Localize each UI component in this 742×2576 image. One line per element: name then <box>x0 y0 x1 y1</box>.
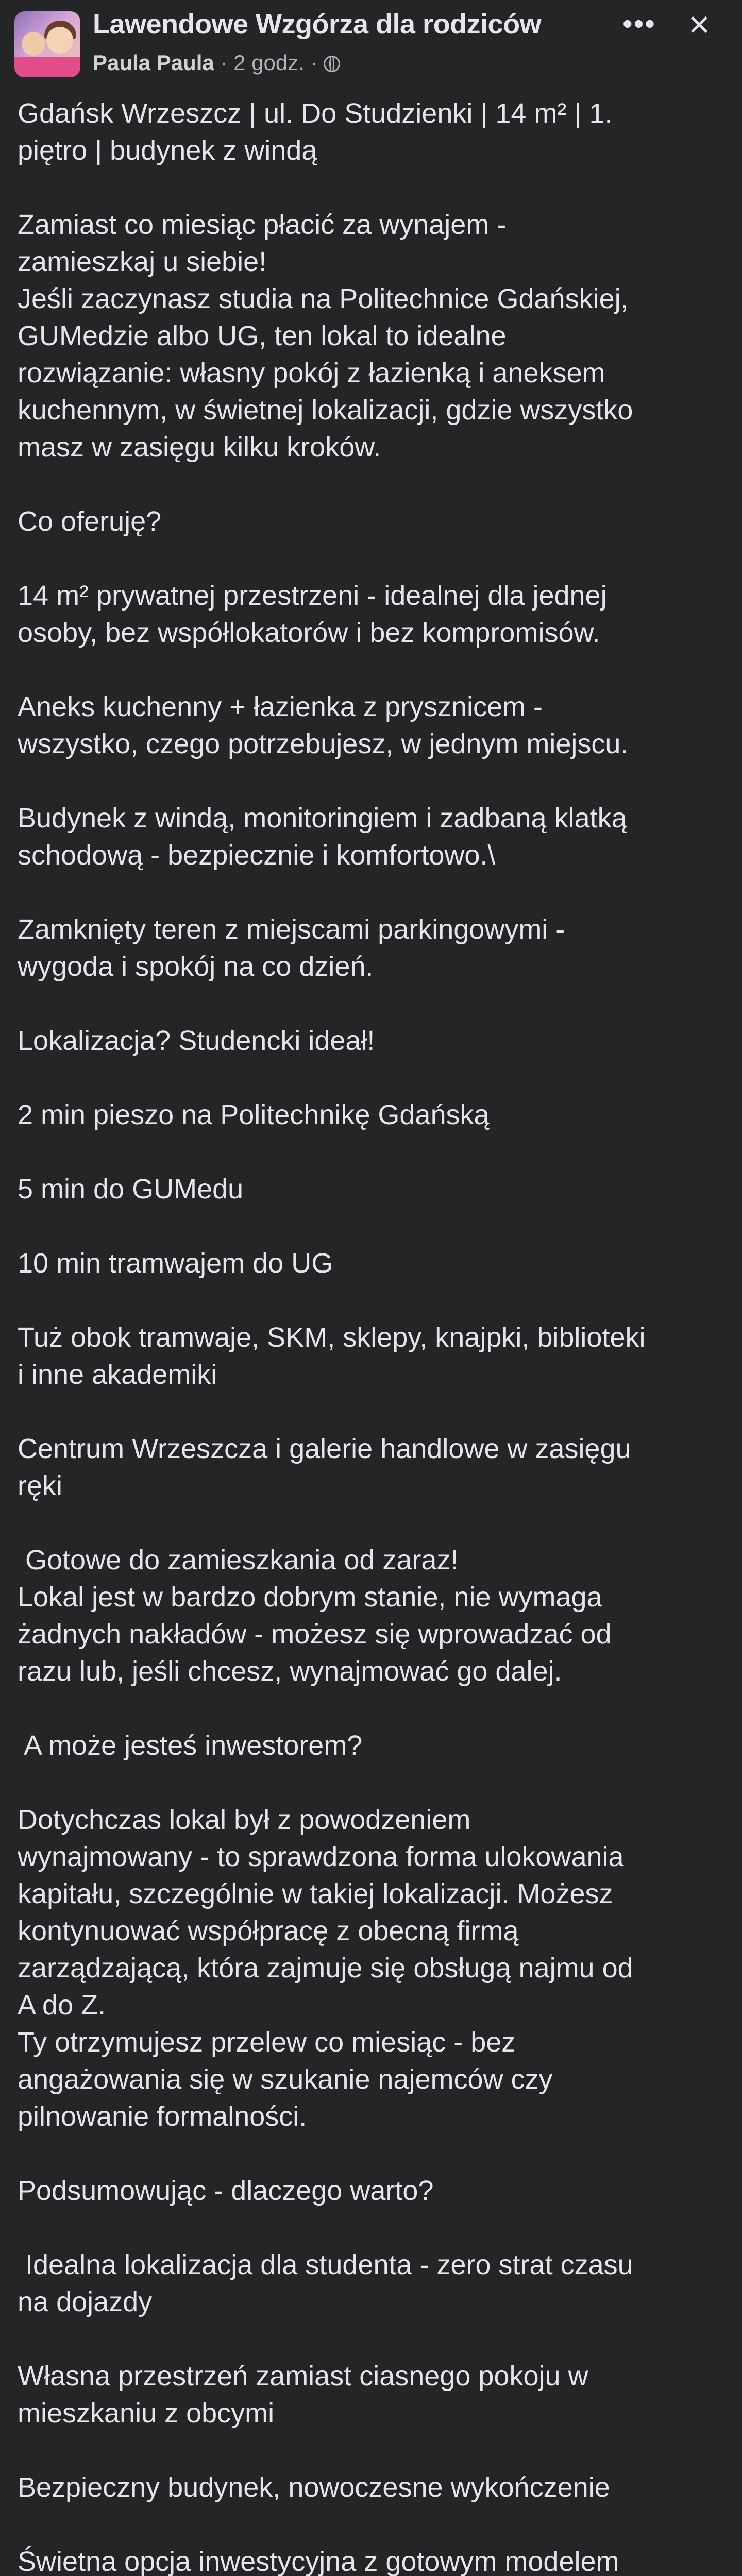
post-text-line: kapitału, szczególnie w takiej lokalizacji. Możesz <box>18 1878 613 1909</box>
post-text-line: żadnych nakładów - możesz się wprowadzać od <box>18 1619 612 1650</box>
post-text-line: pilnowanie formalności. <box>18 2101 307 2132</box>
post-text-line: Zamknięty teren z miejscami parkingowymi - <box>18 914 565 945</box>
post-text-line: 2 min pieszo na Politechnikę Gdańską <box>18 1099 490 1130</box>
post-text-line <box>18 1393 729 1430</box>
post-text-line <box>18 2135 729 2172</box>
post-text-line <box>18 651 729 688</box>
post-text-line: na dojazdy <box>18 2286 153 2317</box>
post-text-line: masz w zasięgu kilku kroków. <box>18 432 381 463</box>
post-text-line: Co oferuję? <box>18 506 162 537</box>
post-text-line <box>18 1282 729 1319</box>
post-text-line <box>18 540 729 577</box>
post-text-line <box>18 874 729 911</box>
post-text-line: GUMedzie albo UG, ten lokal to idealne <box>18 320 507 351</box>
avatar-face-1 <box>22 32 45 56</box>
post-text-line: Budynek z windą, monitoringiem i zadbaną klatką <box>18 803 627 834</box>
post-text-line: Gdańsk Wrzeszcz | ul. Do Studzienki | 14 m² | 1. <box>18 98 613 129</box>
post-text-line <box>18 985 729 1022</box>
meta-separator-2: · <box>304 50 324 75</box>
post-text-line: A do Z. <box>18 1990 106 2021</box>
post-text-line: 10 min tramwajem do UG <box>18 1248 333 1279</box>
post-text-line: Podsumowując - dlaczego warto? <box>18 2175 434 2206</box>
post-text-line: wygoda i spokój na co dzień. <box>18 951 374 982</box>
post-text-line <box>18 2432 729 2469</box>
post-text-line: ręki <box>18 1470 63 1501</box>
post-text-line <box>18 2506 729 2543</box>
post-text-line: Dotychczas lokal był z powodzeniem <box>18 1804 471 1835</box>
post-text-line: Aneks kuchenny + łazienka z prysznicem - <box>18 691 543 722</box>
post-text-line: rozwiązanie: własny pokój z łazienką i aneksem <box>18 358 605 388</box>
post-text-line: Lokalizacja? Studencki ideał! <box>18 1025 375 1056</box>
post-text-line <box>18 1504 729 1541</box>
post-text-line <box>18 762 729 800</box>
post-text-line: kontynuować współpracę z obecną firmą <box>18 1916 519 1946</box>
author-name[interactable]: Paula Paula <box>93 50 214 75</box>
post-text-line: Gotowe do zamieszkania od zaraz! <box>18 1545 459 1575</box>
post-text-line <box>18 1764 729 1801</box>
post-text-line: zamieszkaj u siebie! <box>18 246 267 277</box>
post-text-line: Świetna opcja inwestycyjna z gotowym modelem <box>18 2546 619 2576</box>
post-text-line: angażowania się w szukanie najemców czy <box>18 2064 553 2095</box>
post-header <box>0 0 742 90</box>
post-text-line <box>18 169 729 206</box>
post-text-line: mieszkaniu z obcymi <box>18 2398 275 2429</box>
post-text-line: wszystko, czego potrzebujesz, w jednym miejscu. <box>18 728 629 759</box>
post-text-line: A może jesteś inwestorem? <box>18 1730 363 1761</box>
avatar-body <box>14 57 80 77</box>
post-text-line: wynajmowany - to sprawdzona forma ulokowania <box>18 1841 624 1872</box>
group-name[interactable]: Lawendowe Wzgórza dla rodziców <box>93 9 542 40</box>
post-text-line: razu lub, jeśli chcesz, wynajmować go dalej. <box>18 1656 562 1687</box>
post-text-line <box>18 1690 729 1727</box>
post-text-line: schodową - bezpiecznie i komfortowo.\ <box>18 840 496 871</box>
post-text-line <box>18 2320 729 2358</box>
post-text-line: Tuż obok tramwaje, SKM, sklepy, knajpki, biblioteki <box>18 1322 646 1353</box>
post-text-line: Idealna lokalizacja dla studenta - zero strat czasu <box>18 2249 633 2280</box>
post-text-line: 14 m² prywatnej przestrzeni - idealnej dla jednej <box>18 580 607 611</box>
post-text-line: Ty otrzymujesz przelew co miesiąc - bez <box>18 2027 516 2058</box>
avatar-face-2 <box>46 27 73 54</box>
post-text-line: osoby, bez współlokatorów i bez kompromisów. <box>18 617 600 648</box>
globe-icon <box>324 56 340 72</box>
post-text-line: piętro | budynek z windą <box>18 135 317 166</box>
post-text-line: Własna przestrzeń zamiast ciasnego pokoju w <box>18 2361 588 2392</box>
meta-separator: · <box>214 50 234 75</box>
post-text-line <box>18 1208 729 1245</box>
post-text-line <box>18 466 729 503</box>
post-text-line <box>18 1133 729 1171</box>
post-text <box>18 95 729 2576</box>
post-text-line: Bezpieczny budynek, nowoczesne wykończenie <box>18 2472 610 2503</box>
post-text-line: 5 min do GUMedu <box>18 1174 244 1205</box>
post-meta <box>93 50 340 75</box>
post-text-line <box>18 1059 729 1096</box>
group-avatar[interactable] <box>14 11 80 77</box>
post-time[interactable]: 2 godz. <box>233 50 305 75</box>
post-text-line: kuchennym, w świetnej lokalizacji, gdzie wszystko <box>18 395 633 426</box>
post-text-line: zarządzającą, która zajmuje się obsługą najmu od <box>18 1953 633 1984</box>
close-icon[interactable]: × <box>688 4 711 45</box>
post-text-line: i inne akademiki <box>18 1359 217 1390</box>
post-text-line: Zamiast co miesiąc płacić za wynajem - <box>18 209 507 240</box>
more-icon[interactable]: ••• <box>622 7 656 40</box>
post-text-line: Lokal jest w bardzo dobrym stanie, nie wymaga <box>18 1582 602 1613</box>
post-text-line: Jeśli zaczynasz studia na Politechnice Gdańskiej, <box>18 283 629 314</box>
post-text-line <box>18 2209 729 2246</box>
post-text-line: Centrum Wrzeszcza i galerie handlowe w zasięgu <box>18 1433 631 1464</box>
